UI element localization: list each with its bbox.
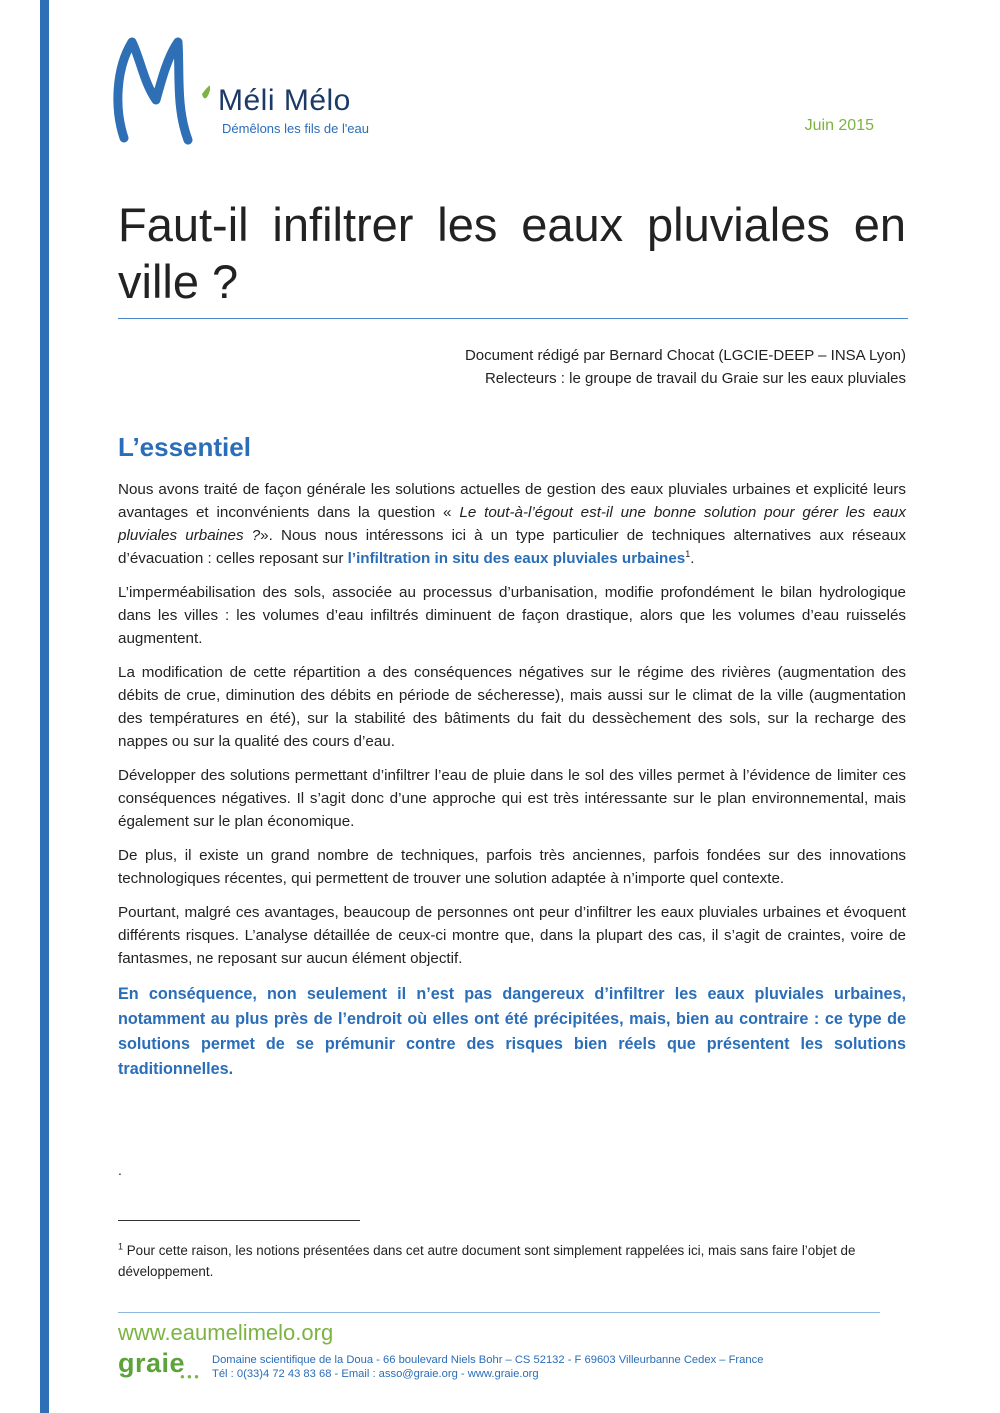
paragraph-6: Pourtant, malgré ces avantages, beaucoup de personnes ont peur d’infiltrer les eaux pluviales urbaines et évoquent différents risques. L’analyse détaillée de ceux-ci montre que, dans la plupart des cas, il s’agit de craintes, voire de fantasmes, ne reposant sur aucun élément objectif. [118,904,906,967]
paragraph-3: La modification de cette répartition a des conséquences négatives sur le régime des rivières (augmentation des débits de crue, diminution des débits en période de sécheresse), mais aussi sur le climat de la ville (augmentation des températures en été), sur la stabilité des bâtiments du fait du dessèchement des sols, sur la recharge des nappes ou sur la qualité des cours d’eau. [118,664,906,750]
author-line: Document rédigé par Bernard Chocat (LGCIE-DEEP – INSA Lyon) [464,347,906,364]
footnote-text: Pour cette raison, les notions présentées dans cet autre document sont simplement rappelées ici, mais sans faire l’objet de développement. [118,1243,856,1279]
conclusion-paragraph: En conséquence, non seulement il n’est pas dangereux d’infiltrer les eaux pluviales urbaines, notamment au plus près de l’endroit où elles ont été précipitées, mais, bien au contraire : ce type de solutions permet de se prémunir contre des risques bien réels que présentent les solutions traditionnelles. [118,985,906,1078]
footnote-marker: 1 [118,1241,124,1252]
brand-tagline: Démêlons les fils de l'eau [222,121,369,136]
address-line: Domaine scientifique de la Doua - 66 boulevard Niels Bohr – CS 52132 - F 69603 Villeurbanne Cedex – France [212,1354,764,1366]
footnote-divider [118,1220,360,1221]
title-divider [118,318,908,319]
paragraph-2: L’imperméabilisation des sols, associée au processus d’urbanisation, modifie profondément le bilan hydrologique dans les villes : les volumes d’eau infiltrés diminuent de façon drastique, alors que les volumes d’eau ruisselés augmentent. [118,584,906,647]
contact-line: Tél : 0(33)4 72 43 83 68 - Email : asso@graie.org - www.graie.org [212,1368,539,1380]
page-title: Faut-il infiltrer les eaux pluviales en ville ? [118,198,906,308]
footnote [118,1240,906,1282]
left-accent-bar [40,0,49,1413]
brand-name: Méli Mélo [218,84,351,117]
footnote-ref[interactable]: 1 [685,548,691,559]
reviewers-line: Relecteurs : le groupe de travail du Graie sur les eaux pluviales [484,370,906,387]
body-text [118,478,906,1093]
meli-melo-logo [110,28,390,158]
graie-logo: graie [118,1348,186,1378]
paragraph-4: Développer des solutions permettant d’infiltrer l’eau de pluie dans le sol des villes permet à l’évidence de limiter ces conséquences négatives. Il s’agit donc d’une approche qui est très intéressante sur le plan environnemental, mais également sur le plan économique. [118,767,906,830]
stray-dot: . [118,1162,122,1178]
graie-drops-icon: ● ● ● [180,1372,199,1381]
footer-address [212,1353,763,1381]
footer-divider [118,1312,880,1313]
m-logo-icon [110,28,210,158]
quoted-question: Le tout-à-l’égout est-il une bonne solution pour gérer les eaux pluviales urbaines ? [118,504,906,544]
site-url-link[interactable]: www.eaumelimelo.org [118,1320,334,1345]
highlight-infiltration: l’infiltration in situ des eaux pluviales urbaines [347,550,686,567]
document-date: Juin 2015 [804,117,874,134]
section-title: L’essentiel [118,432,251,462]
paragraph-5: De plus, il existe un grand nombre de techniques, parfois très anciennes, parfois fondées sur des innovations technologiques récentes, qui permettent de trouver une solution adaptée à n’importe quel contexte. [118,847,906,887]
credits [465,344,906,390]
paragraph-1: Nous avons traité de façon générale les solutions actuelles de gestion des eaux pluviales urbaines et explicité leurs avantages et inconvénients dans la question « Le tout-à-l’égout est-il une bonne solution pour gérer les eaux pluviales urbaines ?». Nous nous intéressons ici à un type particulier de techniques alternatives aux réseaux d’évacuation : celles reposant sur l’infiltration in situ des eaux pluviales urbaines$^1$. [118,481,906,567]
